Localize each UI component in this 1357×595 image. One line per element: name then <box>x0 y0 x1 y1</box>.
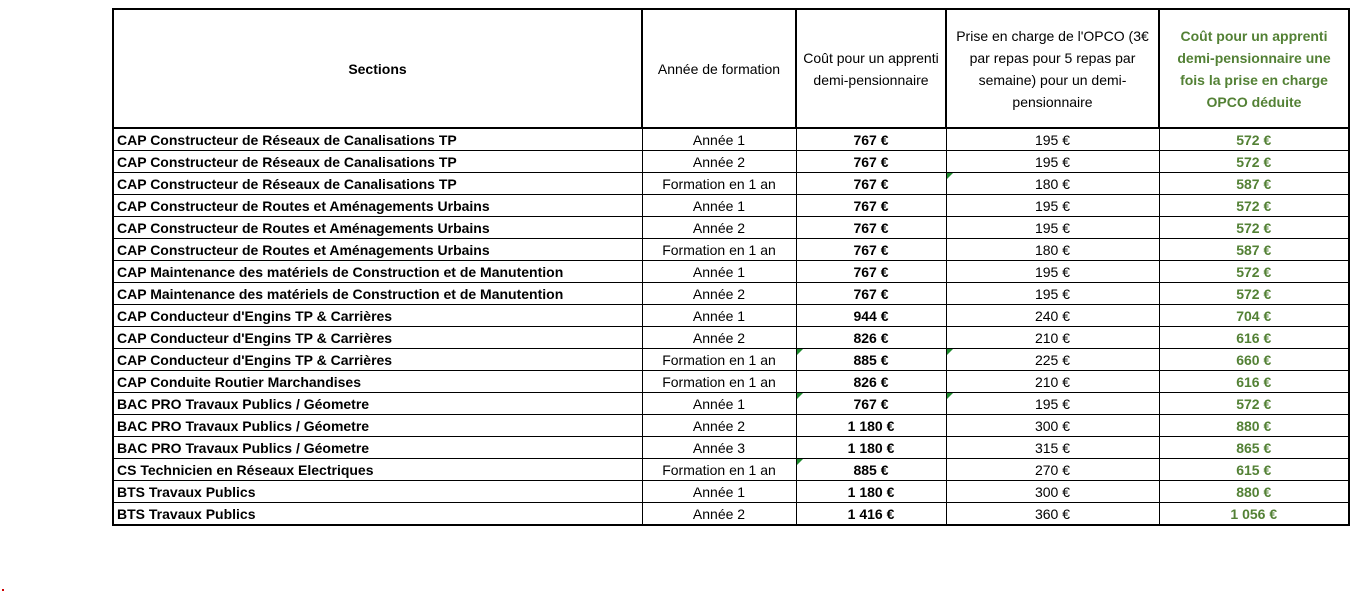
cost-cell[interactable]: 767 € <box>796 239 946 261</box>
table-row <box>113 283 1349 305</box>
opco-cell[interactable]: 360 € <box>946 503 1159 526</box>
table-row <box>113 173 1349 195</box>
cost-cell[interactable] <box>796 349 946 371</box>
opco-value: 180 € <box>1034 175 1071 192</box>
opco-cell[interactable]: 195 € <box>946 217 1159 239</box>
final-cost-cell[interactable]: 572 € <box>1159 261 1349 283</box>
section-cell[interactable]: CAP Constructeur de Réseaux de Canalisations TP <box>113 128 642 151</box>
final-cost-cell[interactable]: 587 € <box>1159 239 1349 261</box>
final-cost-cell[interactable]: 880 € <box>1159 415 1349 437</box>
final-cost-cell[interactable]: 572 € <box>1159 195 1349 217</box>
year-cell[interactable]: Année 2 <box>642 151 796 173</box>
cost-cell[interactable] <box>796 393 946 415</box>
year-cell[interactable]: Année 1 <box>642 481 796 503</box>
comment-marker-icon <box>947 173 953 179</box>
header-sections[interactable]: Sections <box>113 9 642 128</box>
opco-cell[interactable]: 270 € <box>946 459 1159 481</box>
cost-cell[interactable]: 767 € <box>796 283 946 305</box>
section-cell[interactable]: CAP Constructeur de Réseaux de Canalisations TP <box>113 151 642 173</box>
table-row <box>113 437 1349 459</box>
final-cost-cell[interactable]: 572 € <box>1159 283 1349 305</box>
cost-cell[interactable]: 767 € <box>796 261 946 283</box>
cost-cell[interactable]: 826 € <box>796 371 946 393</box>
cost-cell[interactable]: 767 € <box>796 128 946 151</box>
header-year[interactable]: Année de formation <box>642 9 796 128</box>
section-cell[interactable]: CAP Conducteur d'Engins TP & Carrières <box>113 305 642 327</box>
cost-cell[interactable]: 767 € <box>796 173 946 195</box>
final-cost-cell[interactable]: 660 € <box>1159 349 1349 371</box>
year-cell[interactable]: Année 2 <box>642 415 796 437</box>
table-row <box>113 503 1349 526</box>
comment-marker-icon <box>947 393 953 399</box>
section-cell[interactable]: BTS Travaux Publics <box>113 481 642 503</box>
final-cost-cell[interactable]: 880 € <box>1159 481 1349 503</box>
cost-value: 767 € <box>853 395 889 412</box>
cost-value: 885 € <box>853 351 889 368</box>
opco-cell[interactable]: 300 € <box>946 415 1159 437</box>
section-cell[interactable]: CAP Constructeur de Routes et Aménagements Urbains <box>113 217 642 239</box>
year-cell[interactable]: Année 2 <box>642 283 796 305</box>
opco-cell[interactable]: 195 € <box>946 261 1159 283</box>
final-cost-cell[interactable]: 587 € <box>1159 173 1349 195</box>
header-cost[interactable]: Coût pour un apprenti demi-pensionnaire <box>796 9 946 128</box>
cost-value: 885 € <box>853 461 889 478</box>
cost-cell[interactable]: 1 416 € <box>796 503 946 526</box>
final-cost-cell[interactable]: 572 € <box>1159 128 1349 151</box>
header-opco[interactable]: Prise en charge de l'OPCO (3€ par repas pour 5 repas par semaine) pour un demi-pensionnaire <box>946 9 1159 128</box>
section-cell[interactable]: CAP Constructeur de Routes et Aménagements Urbains <box>113 195 642 217</box>
year-cell[interactable]: Formation en 1 an <box>642 371 796 393</box>
opco-cell[interactable]: 195 € <box>946 283 1159 305</box>
year-cell[interactable]: Année 1 <box>642 261 796 283</box>
section-cell[interactable]: BTS Travaux Publics <box>113 503 642 526</box>
opco-cell[interactable]: 180 € <box>946 239 1159 261</box>
table-row <box>113 415 1349 437</box>
opco-value: 195 € <box>1034 395 1071 412</box>
table-row <box>113 327 1349 349</box>
year-cell[interactable]: Année 1 <box>642 195 796 217</box>
final-cost-cell[interactable]: 616 € <box>1159 371 1349 393</box>
opco-cell[interactable]: 240 € <box>946 305 1159 327</box>
cost-cell[interactable]: 944 € <box>796 305 946 327</box>
final-cost-cell[interactable]: 1 056 € <box>1159 503 1349 526</box>
opco-cell[interactable]: 195 € <box>946 195 1159 217</box>
cost-cell[interactable]: 1 180 € <box>796 481 946 503</box>
year-cell[interactable]: Année 2 <box>642 503 796 526</box>
table-row <box>113 128 1349 151</box>
section-cell[interactable]: CAP Conducteur d'Engins TP & Carrières <box>113 349 642 371</box>
comment-marker-icon <box>797 393 803 399</box>
section-cell[interactable]: CAP Constructeur de Réseaux de Canalisations TP <box>113 173 642 195</box>
year-cell[interactable]: Année 2 <box>642 217 796 239</box>
section-cell[interactable]: BAC PRO Travaux Publics / Géometre <box>113 393 642 415</box>
section-cell[interactable]: CAP Constructeur de Routes et Aménagements Urbains <box>113 239 642 261</box>
table-row <box>113 349 1349 371</box>
cost-cell[interactable] <box>796 459 946 481</box>
final-cost-cell[interactable]: 615 € <box>1159 459 1349 481</box>
section-cell[interactable]: CAP Maintenance des matériels de Construction et de Manutention <box>113 261 642 283</box>
table-row <box>113 371 1349 393</box>
table-row <box>113 239 1349 261</box>
cost-cell[interactable]: 826 € <box>796 327 946 349</box>
cost-table <box>112 8 1350 526</box>
section-cell[interactable]: BAC PRO Travaux Publics / Géometre <box>113 415 642 437</box>
table-row <box>113 195 1349 217</box>
header-row <box>113 9 1349 128</box>
final-cost-cell[interactable]: 616 € <box>1159 327 1349 349</box>
opco-cell[interactable] <box>946 173 1159 195</box>
opco-value: 225 € <box>1034 351 1071 368</box>
comment-marker-icon <box>797 459 803 465</box>
table-row <box>113 217 1349 239</box>
table-row <box>113 393 1349 415</box>
table-row <box>113 151 1349 173</box>
opco-cell[interactable]: 195 € <box>946 151 1159 173</box>
stray-marker-dot <box>2 589 4 591</box>
final-cost-cell[interactable]: 865 € <box>1159 437 1349 459</box>
year-cell[interactable]: Année 1 <box>642 393 796 415</box>
comment-marker-icon <box>947 349 953 355</box>
section-cell[interactable]: CS Technicien en Réseaux Electriques <box>113 459 642 481</box>
opco-cell[interactable]: 315 € <box>946 437 1159 459</box>
section-cell[interactable]: CAP Maintenance des matériels de Construction et de Manutention <box>113 283 642 305</box>
cost-cell[interactable]: 1 180 € <box>796 437 946 459</box>
year-cell[interactable]: Formation en 1 an <box>642 173 796 195</box>
cost-cell[interactable]: 767 € <box>796 151 946 173</box>
year-cell[interactable]: Année 1 <box>642 128 796 151</box>
section-cell[interactable]: CAP Conducteur d'Engins TP & Carrières <box>113 327 642 349</box>
final-cost-cell[interactable]: 572 € <box>1159 217 1349 239</box>
year-cell[interactable]: Année 3 <box>642 437 796 459</box>
year-cell[interactable]: Formation en 1 an <box>642 239 796 261</box>
table-row <box>113 305 1349 327</box>
year-cell[interactable]: Année 1 <box>642 305 796 327</box>
final-cost-cell[interactable]: 704 € <box>1159 305 1349 327</box>
final-cost-cell[interactable]: 572 € <box>1159 393 1349 415</box>
final-cost-cell[interactable]: 572 € <box>1159 151 1349 173</box>
table-row <box>113 459 1349 481</box>
cost-cell[interactable]: 767 € <box>796 217 946 239</box>
comment-marker-icon <box>797 349 803 355</box>
section-cell[interactable]: CAP Conduite Routier Marchandises <box>113 371 642 393</box>
year-cell[interactable]: Formation en 1 an <box>642 349 796 371</box>
section-cell[interactable]: BAC PRO Travaux Publics / Géometre <box>113 437 642 459</box>
cost-cell[interactable]: 1 180 € <box>796 415 946 437</box>
opco-cell[interactable]: 210 € <box>946 327 1159 349</box>
table-row <box>113 481 1349 503</box>
header-final-cost[interactable]: Coût pour un apprenti demi-pensionnaire une fois la prise en charge OPCO déduite <box>1159 9 1349 128</box>
opco-cell[interactable]: 210 € <box>946 371 1159 393</box>
opco-cell[interactable]: 300 € <box>946 481 1159 503</box>
year-cell[interactable]: Année 2 <box>642 327 796 349</box>
opco-cell[interactable] <box>946 349 1159 371</box>
year-cell[interactable]: Formation en 1 an <box>642 459 796 481</box>
opco-cell[interactable] <box>946 393 1159 415</box>
opco-cell[interactable]: 195 € <box>946 128 1159 151</box>
cost-cell[interactable]: 767 € <box>796 195 946 217</box>
table-row <box>113 261 1349 283</box>
